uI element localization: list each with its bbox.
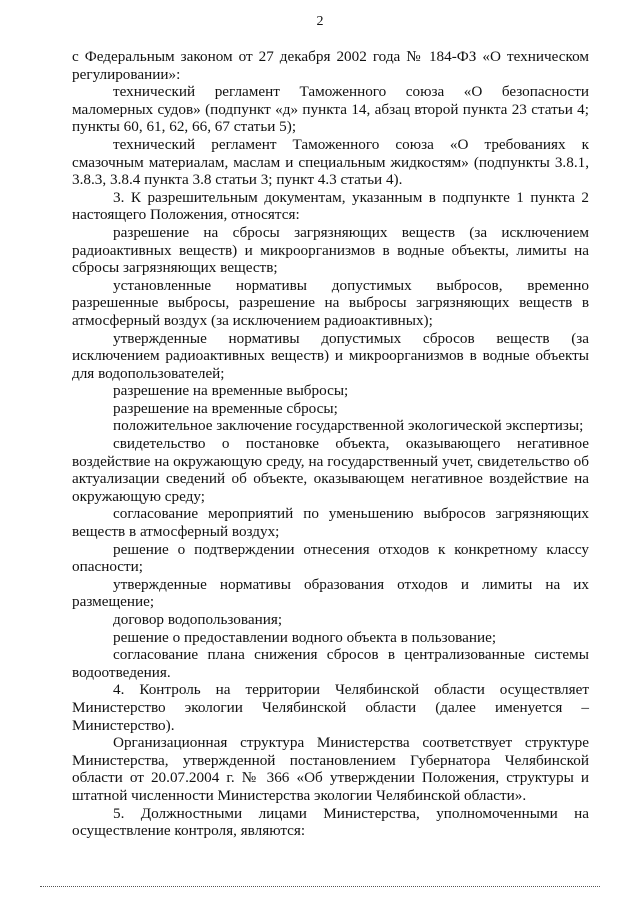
list-item: договор водопользования; <box>113 611 283 628</box>
list-item: согласование плана снижения сбросов в централизованные системы водоотведения. <box>72 646 589 681</box>
page-number: 2 <box>316 14 324 29</box>
list-item: разрешение на временные сбросы; <box>113 399 338 417</box>
list-item: свидетельство о постановке объекта, оказывающего негативное воздействие на окружающую среду, на государственный учет, свидетельство об актуализации сведений об объекте, оказывающем негативное воздействие на окружающую среду; <box>72 435 589 505</box>
list-item: утвержденные нормативы образования отходов и лимиты на их размещение; <box>72 575 589 611</box>
list-item: положительное заключение государственной экологической экспертизы; <box>113 417 584 435</box>
paragraph-org-structure: Организационная структура Министерства соответствует структуре Министерства, утвержденной постановлением Губернатора Челябинской области от 20.07.2004 г. № 366 «Об утверждении Положения, структуры и штатной численности Министерства экологии Челябинской области». <box>72 734 589 804</box>
scan-edge-divider <box>40 886 600 887</box>
paragraph-intro: с Федеральным законом от 27 декабря 2002 года № 184-ФЗ «О техническом регулировании»: <box>72 48 589 83</box>
list-item: решение о подтверждении отнесения отходов к конкретному классу опасности; <box>72 540 589 576</box>
list-item: разрешение на сбросы загрязняющих веществ (за исключением радиоактивных веществ) и микроорганизмов в водные объекты, лимиты на сбросы загрязняющих веществ; <box>72 223 589 277</box>
paragraph-item-5: 5. Должностными лицами Министерства, уполномоченными на осуществление контроля, являются: <box>72 804 589 840</box>
paragraph-item-3: 3. К разрешительным документам, указанным в подпункте 1 пункта 2 настоящего Положения, относятся: <box>72 188 589 224</box>
list-item: согласование мероприятий по уменьшению выбросов загрязняющих веществ в атмосферный воздух; <box>72 505 589 541</box>
paragraph-regulation-small-vessels: технический регламент Таможенного союза «О безопасности маломерных судов» (подпункт «д» пункта 14, абзац второй пункта 23 статьи 4; пункты 60, 61, 62, 66, 67 статьи 5); <box>72 83 589 136</box>
list-item: утвержденные нормативы допустимых сбросов веществ (за исключением радиоактивных веществ) и микроорганизмов в водные объекты для водопользователей; <box>72 329 589 382</box>
list-item: решение о предоставлении водного объекта в пользование; <box>113 628 497 646</box>
document-body <box>72 48 589 840</box>
list-item: разрешение на временные выбросы; <box>113 382 349 400</box>
list-item: установленные нормативы допустимых выбросов, временно разрешенные выбросы, разрешение на выбросы загрязняющих веществ в атмосферный воздух (за исключением радиоактивных); <box>72 276 589 329</box>
paragraph-item-4: 4. Контроль на территории Челябинской области осуществляет Министерство экологии Челябинской области (далее именуется – Министерство). <box>72 681 589 734</box>
paragraph-regulation-lubricants: технический регламент Таможенного союза «О требованиях к смазочным материалам, маслам и специальным жидкостям» (подпункты 3.8.1, 3.8.3, 3.8.4 пункта 3.8 статьи 3; пункт 4.3 статьи 4). <box>72 135 589 189</box>
